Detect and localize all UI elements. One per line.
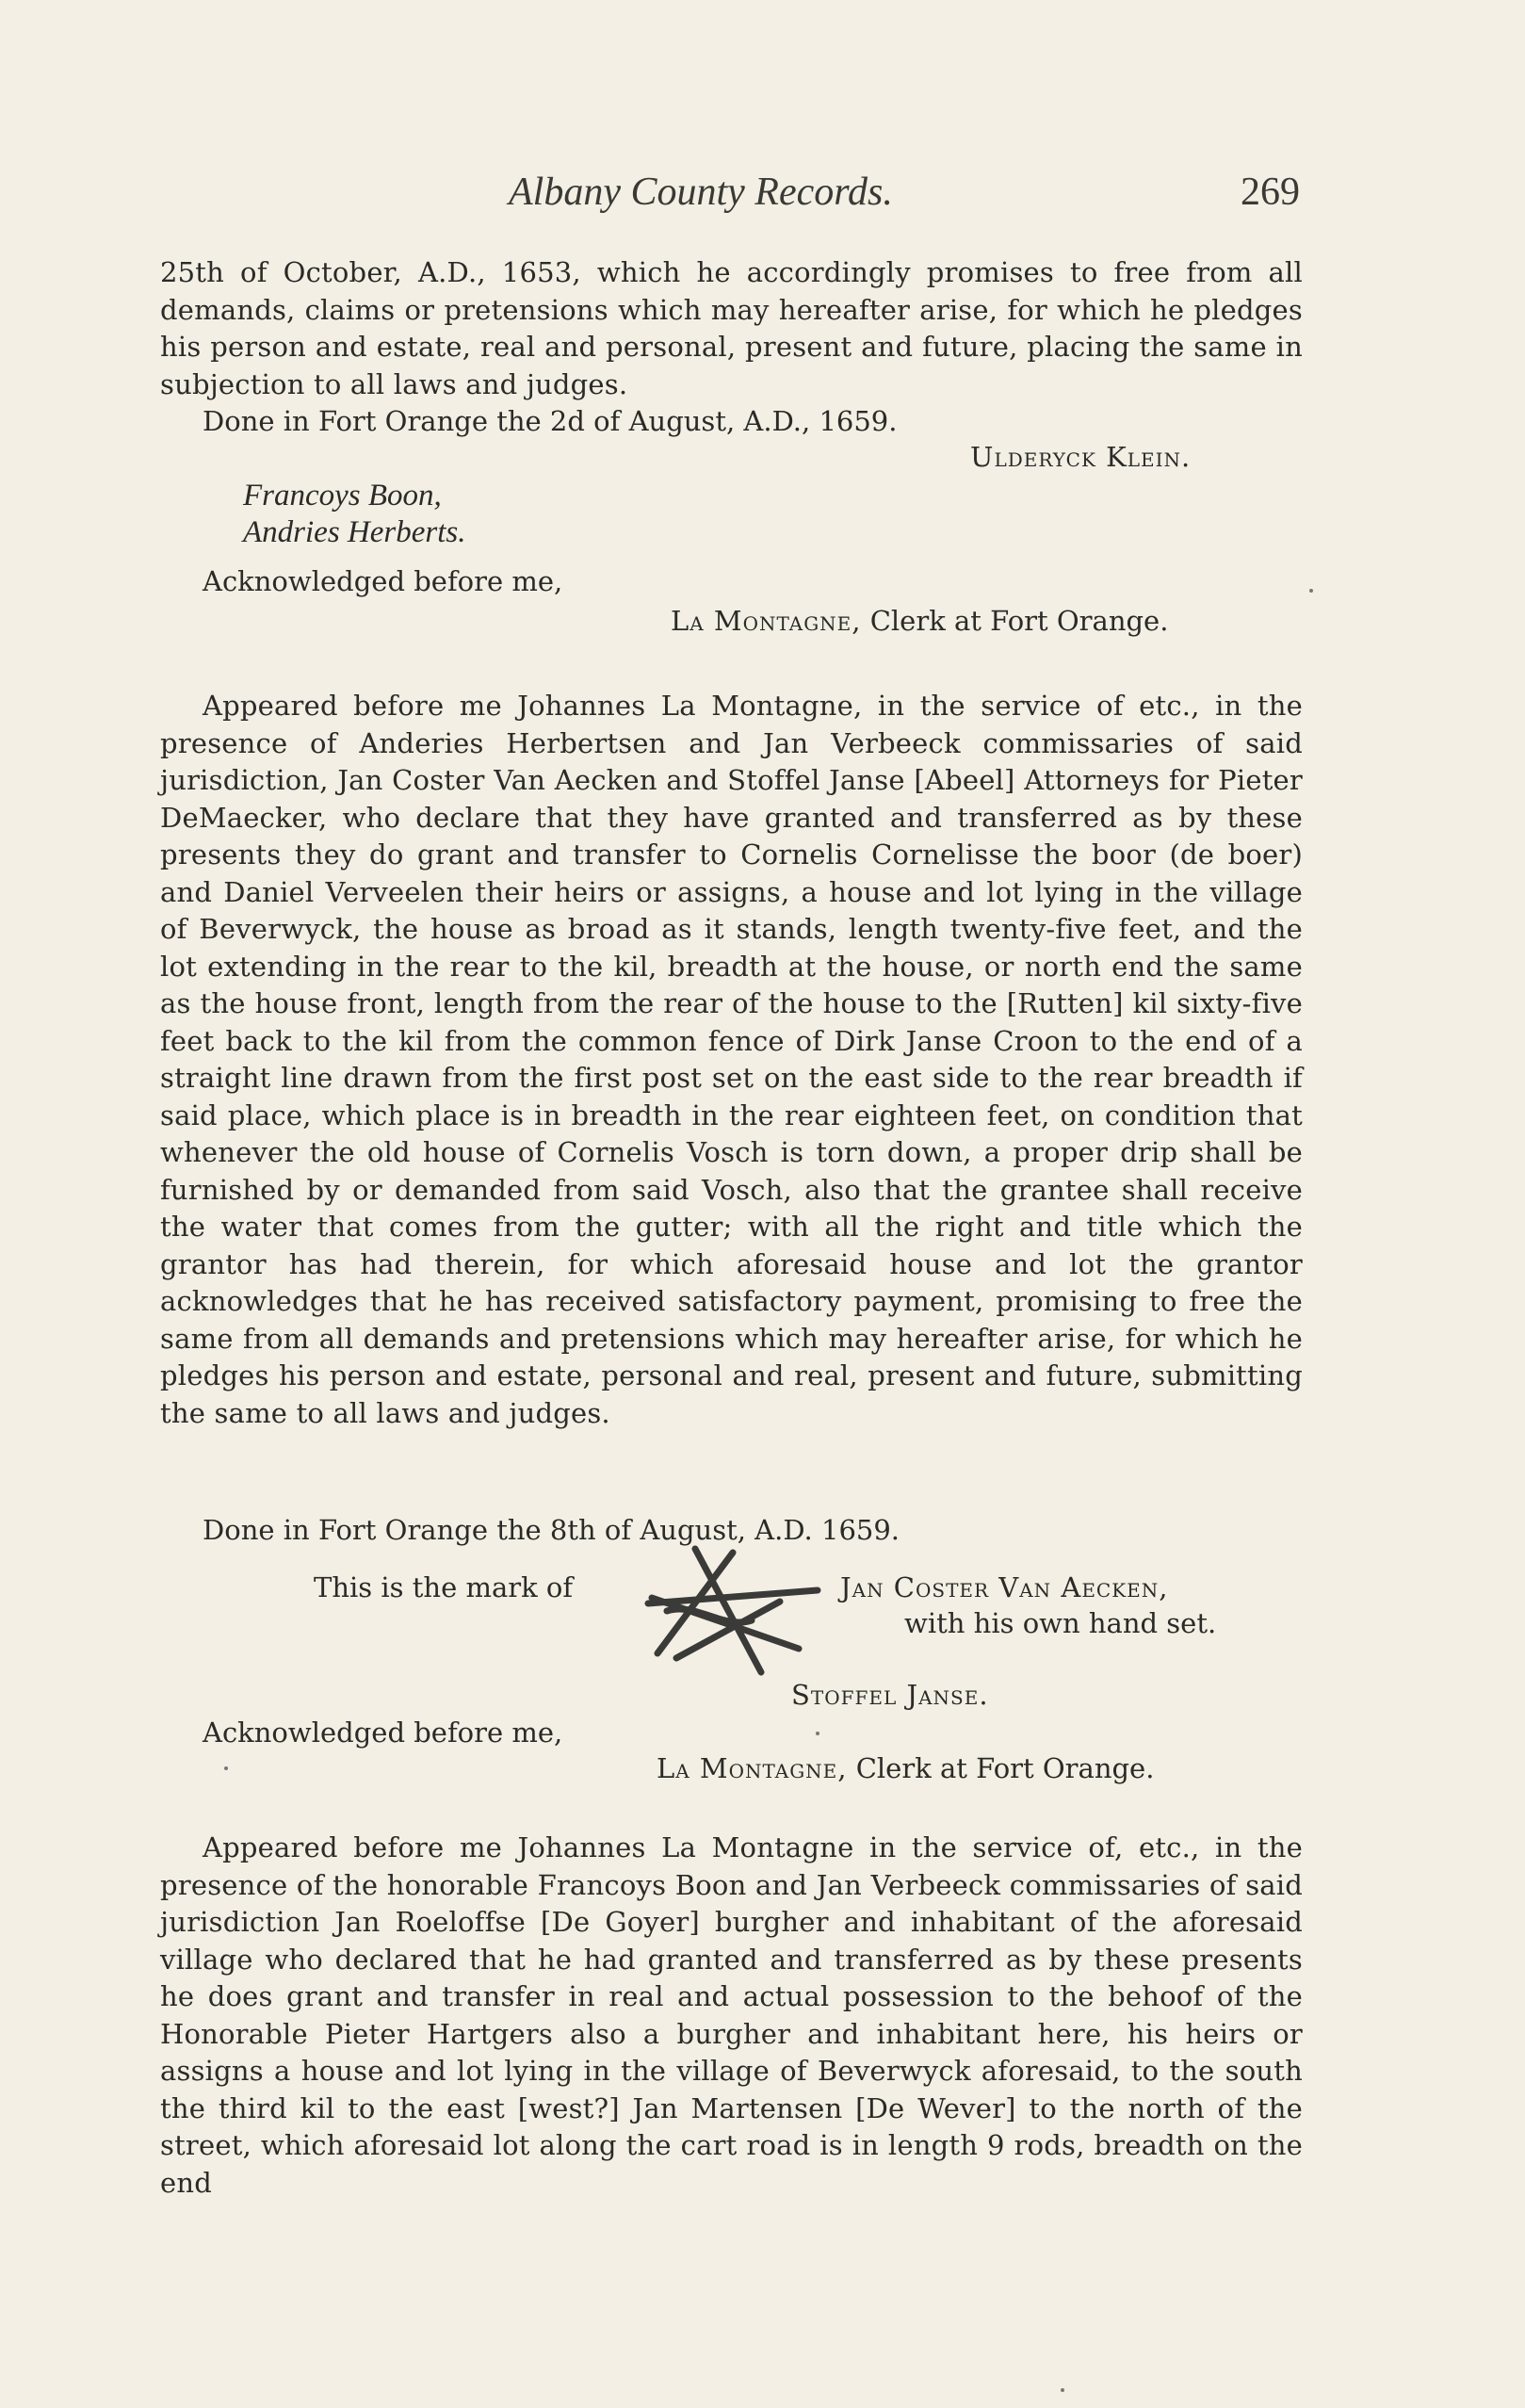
mark-statement: This is the mark of — [314, 1571, 574, 1603]
paragraph-deed-2: Appeared before me Johannes La Montagne in the service of, etc., in the presence of the honorable Francoys Boon and Jan Verbeeck commissaries of said jurisdiction Jan Roeloffse [De Goyer] burgher and inhabitant of the aforesaid village who declared that he had granted and transferred as by these presents he does grant and transfer in real and actual possession to the behoof of the Honorable Pieter Hartgers also a burgher and inhabitant here, his heirs or assigns a house and lot lying in the village of Beverwyck aforesaid, to the south the third kil to the east [west?] Jan Martensen [De Wever] to the north of the street, which aforesaid lot along the cart road is in length 9 rods, breadth on the end — [160, 1831, 1303, 2199]
ink-speck — [816, 1732, 819, 1735]
paragraph-continuation: 25th of October, A.D., 1653, which he accordingly promises to free from all demands, claims or pretensions which may hereafter arise, for which he pledges his person and estate, real and personal, present and future, placing the same in subjection to all laws and judges. — [160, 256, 1303, 400]
signature-mark-icon — [639, 1545, 827, 1677]
signer-stoffel-janse: Stoffel Janse. — [791, 1679, 989, 1711]
signer-note: with his own hand set. — [904, 1607, 1217, 1639]
running-title: Albany County Records. — [509, 171, 893, 214]
signer-jan-coster-van-aecken: Jan Coster Van Aecken, — [840, 1571, 1169, 1603]
ink-speck — [1061, 2388, 1064, 2392]
signer-ulderyck-klein: Ulderyck Klein. — [970, 441, 1192, 473]
acknowledgement-2: Acknowledged before me, — [203, 1717, 563, 1749]
ink-speck — [224, 1766, 228, 1770]
clerk-name: La Montagne, — [671, 605, 862, 637]
paragraph-deed-1: Appeared before me Johannes La Montagne, in the service of etc., in the presence of Anderies Herbertsen and Jan Verbeeck commissaries of said jurisdiction, Jan Coster Van Aecken and Stoffel Janse [Abeel] Attorneys for Pieter DeMaecker, who declare that they have granted and transferred as by these presents they do grant and transfer to Cornelis Cornelisse the boor (de boer) and Daniel Verveelen their heirs or assigns, a house and lot lying in the village of Beverwyck, the house as broad as it stands, length twenty-five feet, and the lot extending in the rear to the kil, breadth at the house, or north end the same as the house front, length from the rear of the house to the [Rutten] kil sixty-five feet back to the kil from the common fence of Dirk Janse Croon to the end of a straight line drawn from the first post set on the east side to the rear breadth if said place, which place is in breadth in the rear eighteen feet, on condition that whenever the old house of Cornelis Vosch is torn down, a proper drip shall be furnished by or demanded from said Vosch, also that the grantee shall receive the water that comes from the gutter; with all the right and title which the grantor has had therein, for which aforesaid house and lot the grantor acknowledges that he has received satisfactory payment, promising to free the same from all demands and pretensions which may hereafter arise, for which he pledges his person and estate, personal and real, present and future, submitting the same to all laws and judges. — [160, 690, 1303, 1429]
page-number: 269 — [1241, 171, 1300, 214]
date-line-2: Done in Fort Orange the 8th of August, A.D. 1659. — [203, 1514, 900, 1546]
clerk-signature-2 — [657, 1752, 1154, 1784]
clerk-title: Clerk at Fort Orange. — [869, 605, 1169, 637]
clerk-signature-1 — [671, 605, 1168, 637]
witness-francoys-boon: Francoys Boon, — [243, 479, 442, 513]
witness-andries-herberts: Andries Herberts. — [243, 515, 466, 549]
acknowledgement-1: Acknowledged before me, — [203, 565, 563, 597]
clerk-name: La Montagne, — [657, 1752, 848, 1784]
ink-speck — [1309, 589, 1313, 593]
clerk-title: Clerk at Fort Orange. — [855, 1752, 1155, 1784]
date-line-1: Done in Fort Orange the 2d of August, A.D., 1659. — [203, 405, 898, 437]
page-header — [160, 170, 1300, 226]
